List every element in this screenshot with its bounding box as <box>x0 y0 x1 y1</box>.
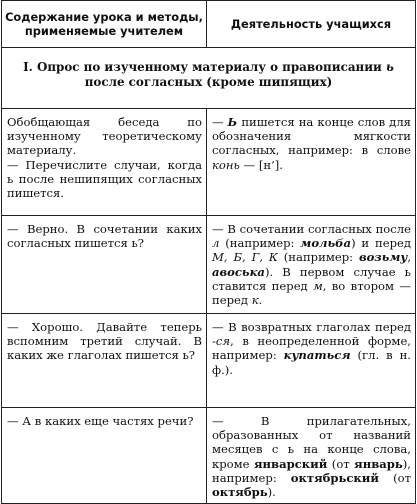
header-row <box>2 1 416 48</box>
header-teacher-methods: Содержание урока и методы, применяемые учителем <box>2 1 207 48</box>
header-student-activity: Деятельность учащихся <box>207 1 416 48</box>
section-row <box>2 48 416 109</box>
table-row <box>2 314 416 408</box>
table-row <box>2 109 416 216</box>
table-row <box>2 216 416 314</box>
lesson-table <box>1 0 416 504</box>
student-cell: — В прилагательных, образованных от названий месяцев с ь на конце слова, кроме январский (от январь), например: октябрьский (от октябрь). <box>207 408 416 504</box>
student-cell: — В сочетании согласных после л (например: мольба) и перед М, Б, Г, К (например: возьму, авоська). В первом случае ь ставится перед м, во втором — перед к. <box>207 216 416 314</box>
teacher-cell: Обобщающая беседа по изученному теоретическому материалу. — Перечислите случаи, когда ь после нешипящих согласных пишется. <box>2 109 207 216</box>
teacher-cell: — Хорошо. Давайте теперь вспомним третий случай. В каких же глаголах пишется ь? <box>2 314 207 408</box>
teacher-cell: — А в каких еще частях речи? <box>2 408 207 504</box>
student-cell: — Ь пишется на конце слов для обозначения мягкости согласных, например: в слове конь — [н’]. <box>207 109 416 216</box>
section-title: I. Опрос по изученному материалу о правописании ь после согласных (кроме шипящих) <box>2 48 416 109</box>
student-cell: — В возвратных глаголах перед -ся, в неопределенной форме, например: купаться (гл. в н. ф.). <box>207 314 416 408</box>
table-row <box>2 408 416 504</box>
teacher-cell: — Верно. В сочетании каких согласных пишется ь? <box>2 216 207 314</box>
